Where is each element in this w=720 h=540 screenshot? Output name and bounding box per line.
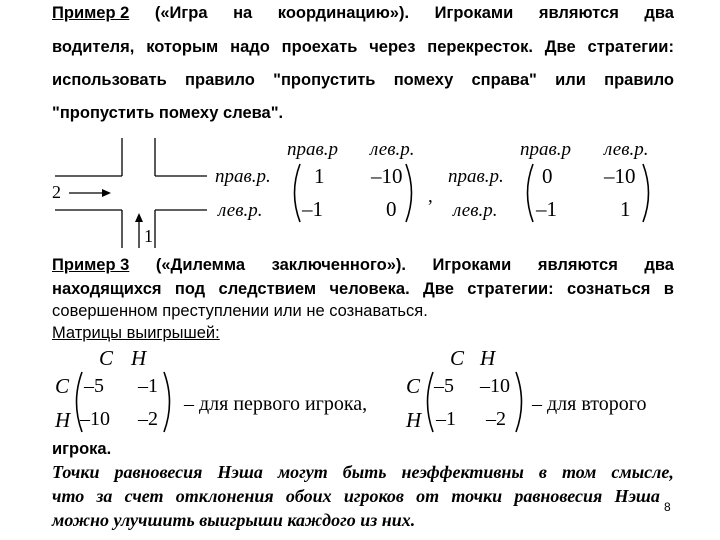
word: стратегии: — [467, 280, 554, 298]
word: два — [644, 256, 674, 274]
arrow-up-head — [135, 213, 143, 222]
mb-cell: –10 — [480, 375, 510, 397]
m1-row-header: прав.р. — [215, 166, 271, 187]
m1-cell: 0 — [386, 197, 397, 221]
arrow-right-head — [102, 189, 111, 197]
word: игроков — [343, 486, 404, 506]
m2-cell: 1 — [620, 197, 631, 221]
ma-col-header: C — [99, 346, 114, 370]
mb-cell: –5 — [434, 375, 454, 397]
word: Нэша — [614, 486, 660, 506]
word: могут — [277, 462, 328, 482]
word: в — [538, 462, 547, 482]
word: Игроками — [432, 256, 512, 274]
page-number: 8 — [664, 500, 671, 514]
m2-cell: –10 — [604, 164, 636, 188]
word: в — [663, 280, 674, 298]
nash-line-1 — [52, 462, 674, 483]
m2-row-header: прав.р. — [448, 166, 504, 187]
word: координацию»). — [277, 4, 410, 22]
m1-cell: –1 — [302, 197, 323, 221]
word: или — [555, 71, 586, 89]
ma-caption: – для первого игрока, — [184, 393, 368, 415]
mb-caption: – для второго — [532, 393, 647, 415]
word: следствием — [218, 280, 317, 298]
word: быть — [342, 462, 387, 482]
ma-cell: –1 — [138, 375, 158, 397]
ma-cell: –2 — [138, 408, 158, 430]
word: помеху — [393, 71, 454, 89]
word: через — [369, 38, 416, 56]
mb-cell: –1 — [436, 408, 456, 430]
ma-cell: –10 — [80, 408, 110, 430]
word: находящихся — [52, 280, 162, 298]
word: правило — [185, 71, 255, 89]
word: равновесия — [514, 486, 603, 506]
ma-row-header: H — [55, 408, 71, 432]
ex2-title: Пример 2 — [52, 4, 130, 22]
ex2-line-2 — [52, 38, 674, 57]
driver-2-label: 2 — [52, 182, 61, 202]
m2-left-paren — [520, 162, 536, 224]
word: водителя, — [52, 38, 135, 56]
ma-col-header: H — [131, 346, 147, 370]
matrix-separator: , — [428, 186, 433, 207]
word: счет — [124, 486, 164, 506]
caption-continuation: игрока. — [52, 440, 112, 458]
word: том — [561, 462, 597, 482]
word: Нэша — [217, 462, 263, 482]
word: заключенного»). — [271, 256, 406, 274]
ma-row-header: C — [55, 374, 70, 398]
m1-cell: 1 — [314, 164, 325, 188]
m1-col-header: лев.р. — [370, 139, 415, 160]
word: два — [644, 4, 674, 22]
mb-right-paren — [514, 370, 528, 434]
word: являются — [537, 256, 618, 274]
driver-1-label: 1 — [144, 226, 153, 246]
m2-right-paren — [640, 162, 656, 224]
ex2-line-3 — [52, 71, 674, 90]
word: проехать — [281, 38, 358, 56]
word: под — [174, 280, 206, 298]
m2-cell: 0 — [542, 164, 553, 188]
ex3-line-3: совершенном преступлении или не сознаваться. — [52, 302, 428, 320]
word: точки — [451, 486, 503, 506]
word: стратегии: — [587, 38, 674, 56]
word: от — [416, 486, 440, 506]
nash-line-3: можно улучшить выигрыши каждого из них. — [52, 510, 416, 530]
m1-row-header: лев.р. — [218, 200, 263, 221]
m1-left-paren — [287, 162, 303, 224]
word: смысле, — [611, 462, 674, 482]
word: неэффективны — [401, 462, 524, 482]
m1-cell: –10 — [371, 164, 403, 188]
word: отклонения — [175, 486, 274, 506]
word: "пропустить — [273, 71, 376, 89]
m2-row-header: лев.р. — [453, 200, 498, 221]
nash-line-2 — [52, 486, 660, 507]
word: Точки — [52, 462, 100, 482]
word: правило — [604, 71, 674, 89]
ma-cell: –5 — [84, 375, 104, 397]
intersection-diagram — [55, 138, 215, 250]
mb-row-header: H — [406, 408, 422, 432]
word: сознаться — [567, 280, 651, 298]
mb-cell: –2 — [486, 408, 506, 430]
word: использовать — [52, 71, 167, 89]
word: что — [52, 486, 85, 506]
word: равновесия — [114, 462, 203, 482]
matrices-title: Матрицы выигрышей: — [52, 324, 220, 342]
ex3-line-1 — [52, 256, 674, 275]
word: («Дилемма — [155, 256, 246, 274]
word: перекресток. — [427, 38, 533, 56]
ex3-line-2 — [52, 280, 674, 299]
word: Две — [423, 280, 454, 298]
word: справа" — [471, 71, 537, 89]
mb-col-header: C — [450, 346, 465, 370]
word: Игроками — [434, 4, 514, 22]
m2-cell: –1 — [536, 197, 557, 221]
word: надо — [230, 38, 270, 56]
mb-col-header: H — [480, 346, 496, 370]
m1-col-header: прав.р — [287, 139, 338, 160]
word: которым — [146, 38, 219, 56]
m1-right-paren — [403, 162, 419, 224]
word: («Игра — [154, 4, 208, 22]
word: обоих — [285, 486, 332, 506]
mb-left-paren — [421, 370, 435, 434]
word: за — [96, 486, 113, 506]
word: человека. — [329, 280, 410, 298]
word: являются — [538, 4, 619, 22]
ex2-line-1 — [52, 4, 674, 23]
m2-col-header: лев.р. — [604, 139, 649, 160]
ex2-line-4: "пропустить помеху слева". — [52, 104, 284, 122]
word: на — [233, 4, 253, 22]
ex3-title: Пример 3 — [52, 256, 130, 274]
ma-right-paren — [162, 370, 176, 434]
word: Две — [544, 38, 576, 56]
m2-col-header: прав.р — [520, 139, 571, 160]
mb-row-header: C — [406, 374, 421, 398]
